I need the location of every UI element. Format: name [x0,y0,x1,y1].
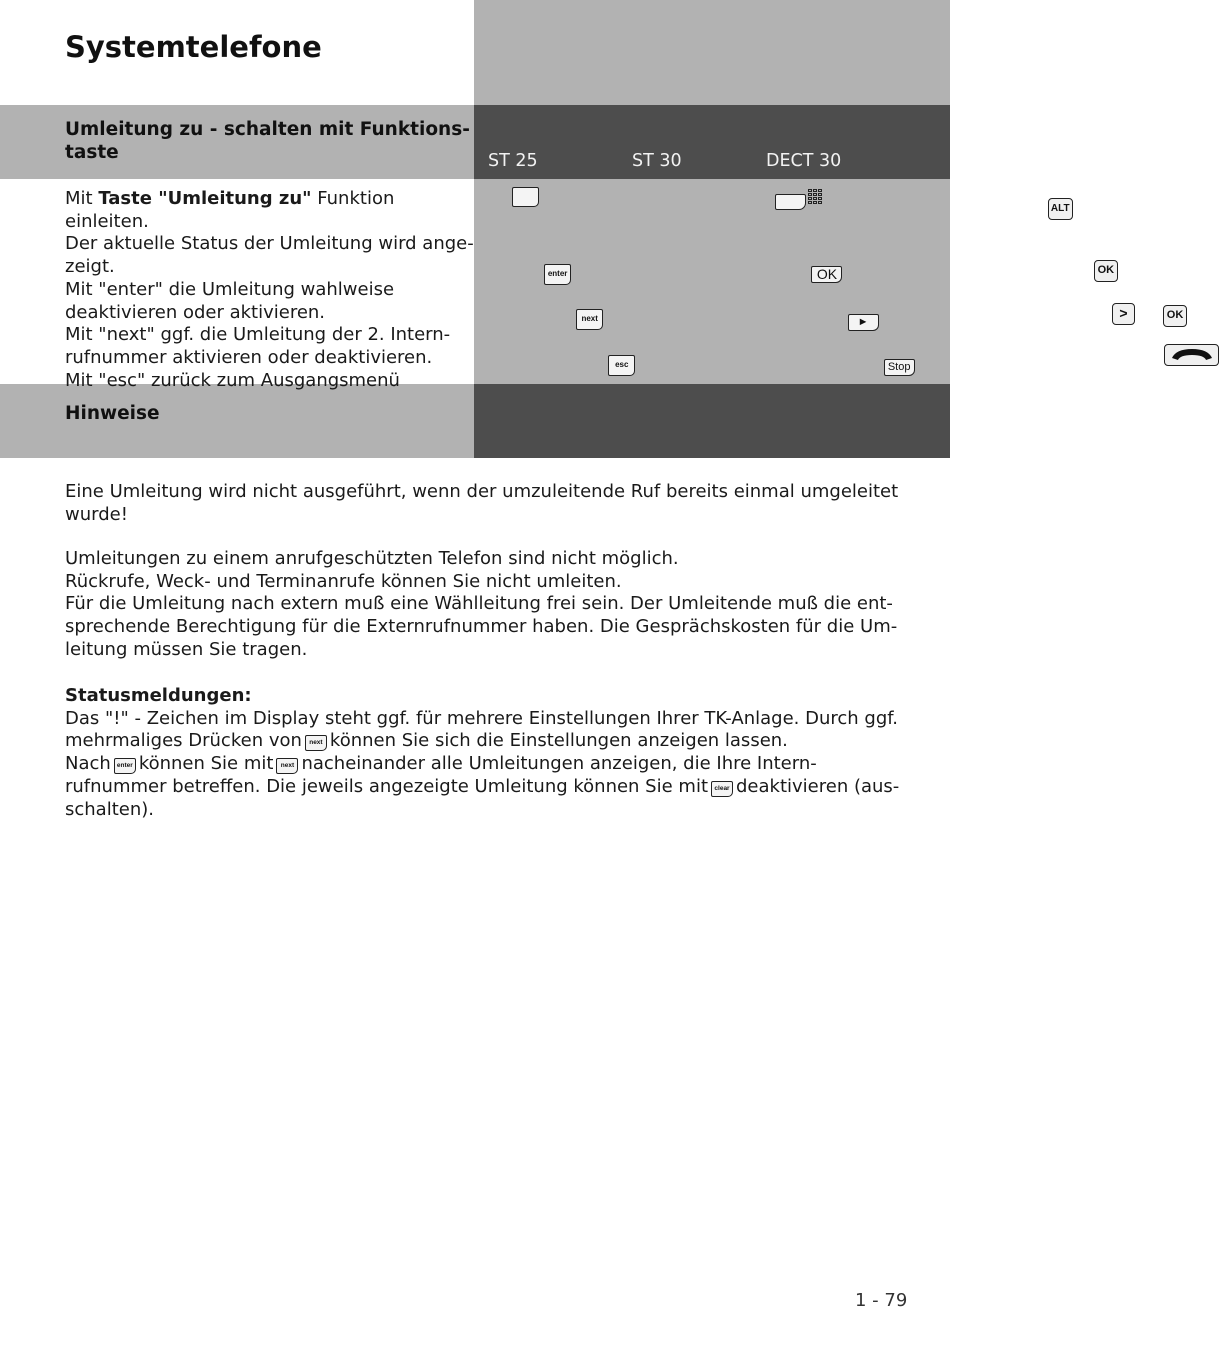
st25-function-key-icon [512,187,539,207]
instruction-line: deaktivieren oder aktivieren. [65,301,326,323]
column-header-st30: ST 30 [632,151,682,171]
status-section: Statusmeldungen: Das "!" - Zeichen im Display steht ggf. für mehrere Einstellungen Ihrer TK-Anlage. Durch ggf. mehrmaliges Drücken von next können Sie sich die Einstellungen anzeigen lassen. Nach enter können Sie mit next nacheinander alle Umleitungen anzeigen, die Ihre Intern-rufnummer betreffen. Die jeweils angezeigte Umleitung können Sie mit clear deaktivieren (aus-schalten). [65,685,915,821]
enter-key-icon: enter [114,758,136,774]
dect30-next-key-icon: > [1112,303,1135,325]
st30-ok-key-icon: OK [811,266,842,283]
instruction-line: Der aktuelle Status der Umleitung wird ange- [65,233,474,255]
hinweise-dark-band [474,384,950,458]
instruction-line: Mit "enter" die Umleitung wahlweise [65,278,395,300]
st25-esc-key-icon: esc [608,355,635,376]
instruction-line: zeigt. [65,256,115,278]
instruction-line: Mit Taste "Umleitung zu" Funktion einleiten. [65,188,395,232]
handset-icon [1166,345,1218,364]
hinweise-paragraph: Umleitungen zu einem anrufgeschützten Telefon sind nicht möglich. Rückrufe, Weck- und Terminanrufe können Sie nicht umleiten. Für die Umleitung nach extern muß eine Wählleitung frei sein. Der Umleitende muß die ent-sprechende Berechtigung für die Externrufnummer haben. Die Gesprächskosten für die Um-leitung müssen Sie tragen. [65,548,898,660]
st30-stop-key-icon: Stop [884,359,915,376]
column-header-dect30: DECT 30 [766,151,842,171]
st25-enter-key-icon: enter [544,264,571,285]
instruction-line: Mit "next" ggf. die Umleitung der 2. Intern- [65,324,451,346]
status-heading: Statusmeldungen: [65,685,252,706]
clear-key-icon: clear [711,781,733,797]
dect30-ok-key-icon: OK [1094,260,1118,282]
hinweise-heading: Hinweise [65,403,160,424]
next-key-icon: next [276,758,298,774]
section-heading: Umleitung zu - schalten mit Funktions- taste [65,119,470,163]
next-key-icon: next [305,735,327,751]
instruction-line: Mit "esc" zurück zum Ausgangsmenü [65,369,400,391]
dect30-keypad-icon [808,189,822,204]
st25-next-key-icon: next [576,309,603,330]
column-header-st25: ST 25 [488,151,538,171]
dect30-hangup-key-icon [1164,344,1219,366]
dect30-alt-key-icon: ALT [1048,198,1073,220]
instructions [65,188,475,392]
page-number: 1 - 79 [855,1290,908,1311]
hinweise-paragraph: Eine Umleitung wird nicht ausgeführt, wenn der umzuleitende Ruf bereits einmal umgeleitet wurde! [65,481,899,525]
column-header-band [474,105,950,179]
header-gray-panel [474,0,950,105]
dect30-ok-key-icon: OK [1163,305,1187,327]
st30-function-key-icon [775,194,806,210]
instruction-line: rufnummer aktivieren oder deaktivieren. [65,346,433,368]
st30-next-key-icon: ► [848,314,879,331]
page-title: Systemtelefone [65,30,322,64]
